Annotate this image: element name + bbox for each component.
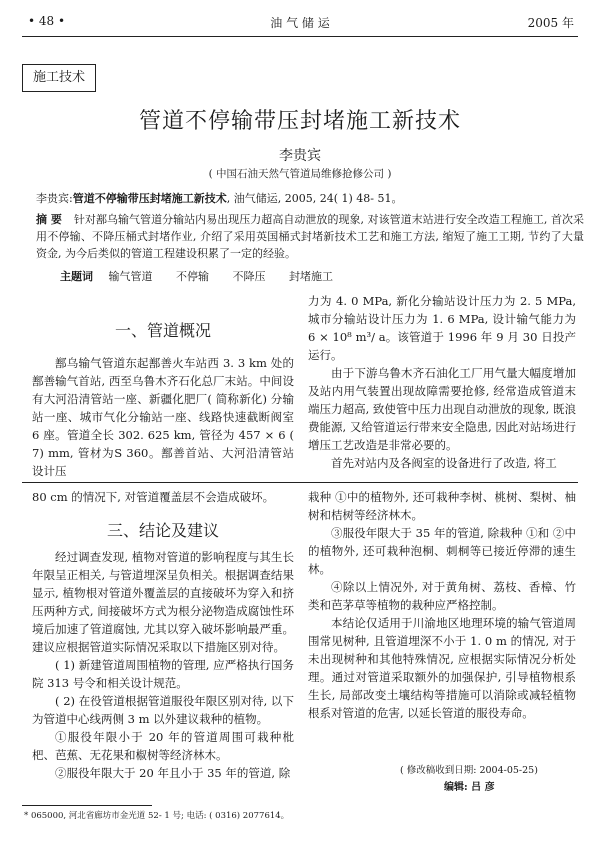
- paragraph: ( 1) 新建管道周围植物的管理, 应严格执行国务院 313 号令和相关设计规范。: [32, 658, 294, 690]
- paragraph: ④除以上情况外, 对于黄角树、荔枝、香樟、竹类和芭茅草等植物的栽种应严格控制。: [308, 580, 576, 612]
- affiliation: ( 中国石油天然气管道局维修抢修公司 ): [208, 168, 392, 180]
- paragraph: ③服役年限大于 35 年的管道, 除栽种 ①和 ②中的植物外, 还可栽种泡桐、刺桐等已接近停滞的速生林。: [308, 526, 576, 576]
- header-rule: [22, 36, 578, 37]
- paragraph: 首先对站内及各阀室的设备进行了改造, 将工: [331, 456, 557, 470]
- section-label: 施工技术: [22, 64, 96, 92]
- right-column-bottom: [308, 488, 576, 722]
- keywords: [60, 268, 353, 284]
- keyword: 输气管道: [108, 270, 153, 283]
- section-heading-overview: 一、管道概况: [114, 321, 211, 340]
- paragraph: 本结论仅适用于川渝地区地理环境的输气管道周围常见树种, 且管道埋深不小于 1. 0 m 的情况, 对于未出现树种和其他特殊情况, 应根据实际情况分析处理。通过对管道采取额外的加强保护, 引导植物根系生长, 局部改变土壤结构等措施可以消除或减轻植物根系对管道的危害, 以延长管道的服役寿命。: [308, 616, 576, 720]
- section-heading-conclusion: 三、结论及建议: [106, 521, 219, 540]
- paragraph: ( 2) 在役管道根据管道服役年限区别对待, 以下为管道中心线两侧 3 m 以外建议栽种的植物。: [32, 694, 294, 726]
- page-number: • 48 •: [28, 14, 66, 28]
- footnote-rule: [22, 805, 152, 806]
- paragraph: 80 cm 的情况下, 对管道覆盖层不会造成破坏。: [32, 490, 275, 504]
- keywords-label: 主题词: [60, 270, 93, 283]
- citation-author: 李贵宾:: [36, 192, 73, 205]
- page-divider: [22, 482, 578, 483]
- author: 李贵宾: [279, 148, 321, 164]
- citation-title: 管道不停输带压封堵施工新技术: [72, 192, 227, 205]
- keyword: 不停输: [176, 270, 209, 283]
- paragraph: 鄯乌输气管道东起鄯善火车站西 3. 3 km 处的鄯善输气首站, 西至乌鲁木齐石化总厂末站。中间设有大河沿清管站一座、新疆化肥厂( 简称新化) 分输站一座、城市气化分输站一座、线路快速截断阀室 6 座。管道全长 302. 625 km, 管径为 457 × 6 ( 7) mm, 管材为S 360。鄯善首站、大河沿清管站设计压: [32, 356, 294, 478]
- editor: 编辑: 吕 彦: [444, 782, 495, 793]
- issue-year: 2005 年: [527, 16, 574, 30]
- journal-name: 油 气 储 运: [270, 16, 330, 30]
- paragraph: 由于下游乌鲁木齐石油化工厂用气量大幅度增加及站内用气装置出现故障需要抢修, 经常造成管道末端压力超高, 致使管中压力出现自动泄放的现象, 既浪费能源, 又给管道运行带来安全隐患, 因此对站场进行增压工艺改造是非常必要的。: [308, 366, 576, 452]
- keyword: 封堵施工: [289, 270, 333, 283]
- paragraph: ①服役年限小于 20 年的管道周围可栽种枇杷、芭蕉、无花果和椒树等经济林木。: [32, 730, 294, 762]
- footnote: * 065000, 河北省廊坊市金光道 52- 1 号; 电话: ( 0316) 2077614。: [24, 811, 290, 821]
- left-column-bottom: [32, 488, 294, 506]
- abstract-label: 摘 要: [36, 213, 62, 226]
- paragraph: 力为 4. 0 MPa, 新化分输站设计压力为 2. 5 MPa, 城市分输站设计压力为 1. 6 MPa, 设计输气能力为 6 × 10⁸ m³/ a。该管道于 1996 年 9 月 30 日投产运行。: [308, 294, 576, 362]
- citation-source: , 油气储运, 2005, 24( 1) 48- 51。: [226, 192, 403, 205]
- paragraph: 经过调查发现, 植物对管道的影响程度与其生长年限呈正相关, 与管道埋深呈负相关。根据调查结果显示, 植物根对管道外覆盖层的直接破坏为穿入和挤压两种方式, 间接破坏方式为根分泌物造成腐蚀性环境后加速了管道腐蚀, 尤其以穿入破坏影响最严重。建议应根据管道实际情况采取以下措施区别对待。: [32, 550, 294, 654]
- abstract: [36, 211, 584, 262]
- citation: [36, 190, 586, 206]
- left-column-top: [32, 354, 294, 480]
- abstract-text: 针对鄯乌输气管道分输站内易出现压力超高自动泄放的现象, 对该管道末站进行安全改造工程施工, 首次采用不停输、不降压桶式封堵作业, 介绍了采用英国桶式封堵新技术工艺和施工方法, 缩短了施工工期, 节约了大量资金, 为今后类似的管道工程建设积累了一定的经验。: [36, 213, 584, 260]
- right-column-top: [308, 292, 576, 472]
- paragraph: 栽种 ①中的植物外, 还可栽种李树、桃树、梨树、柚树和桔树等经济林木。: [308, 490, 576, 522]
- article-title: 管道不停输带压封堵施工新技术: [138, 109, 461, 134]
- paragraph: ②服役年限大于 20 年且小于 35 年的管道, 除: [55, 766, 291, 780]
- left-column-conclusion: [32, 548, 294, 782]
- keyword: 不降压: [232, 270, 266, 283]
- received-date: ( 修改稿收到日期: 2004-05-25): [400, 765, 538, 776]
